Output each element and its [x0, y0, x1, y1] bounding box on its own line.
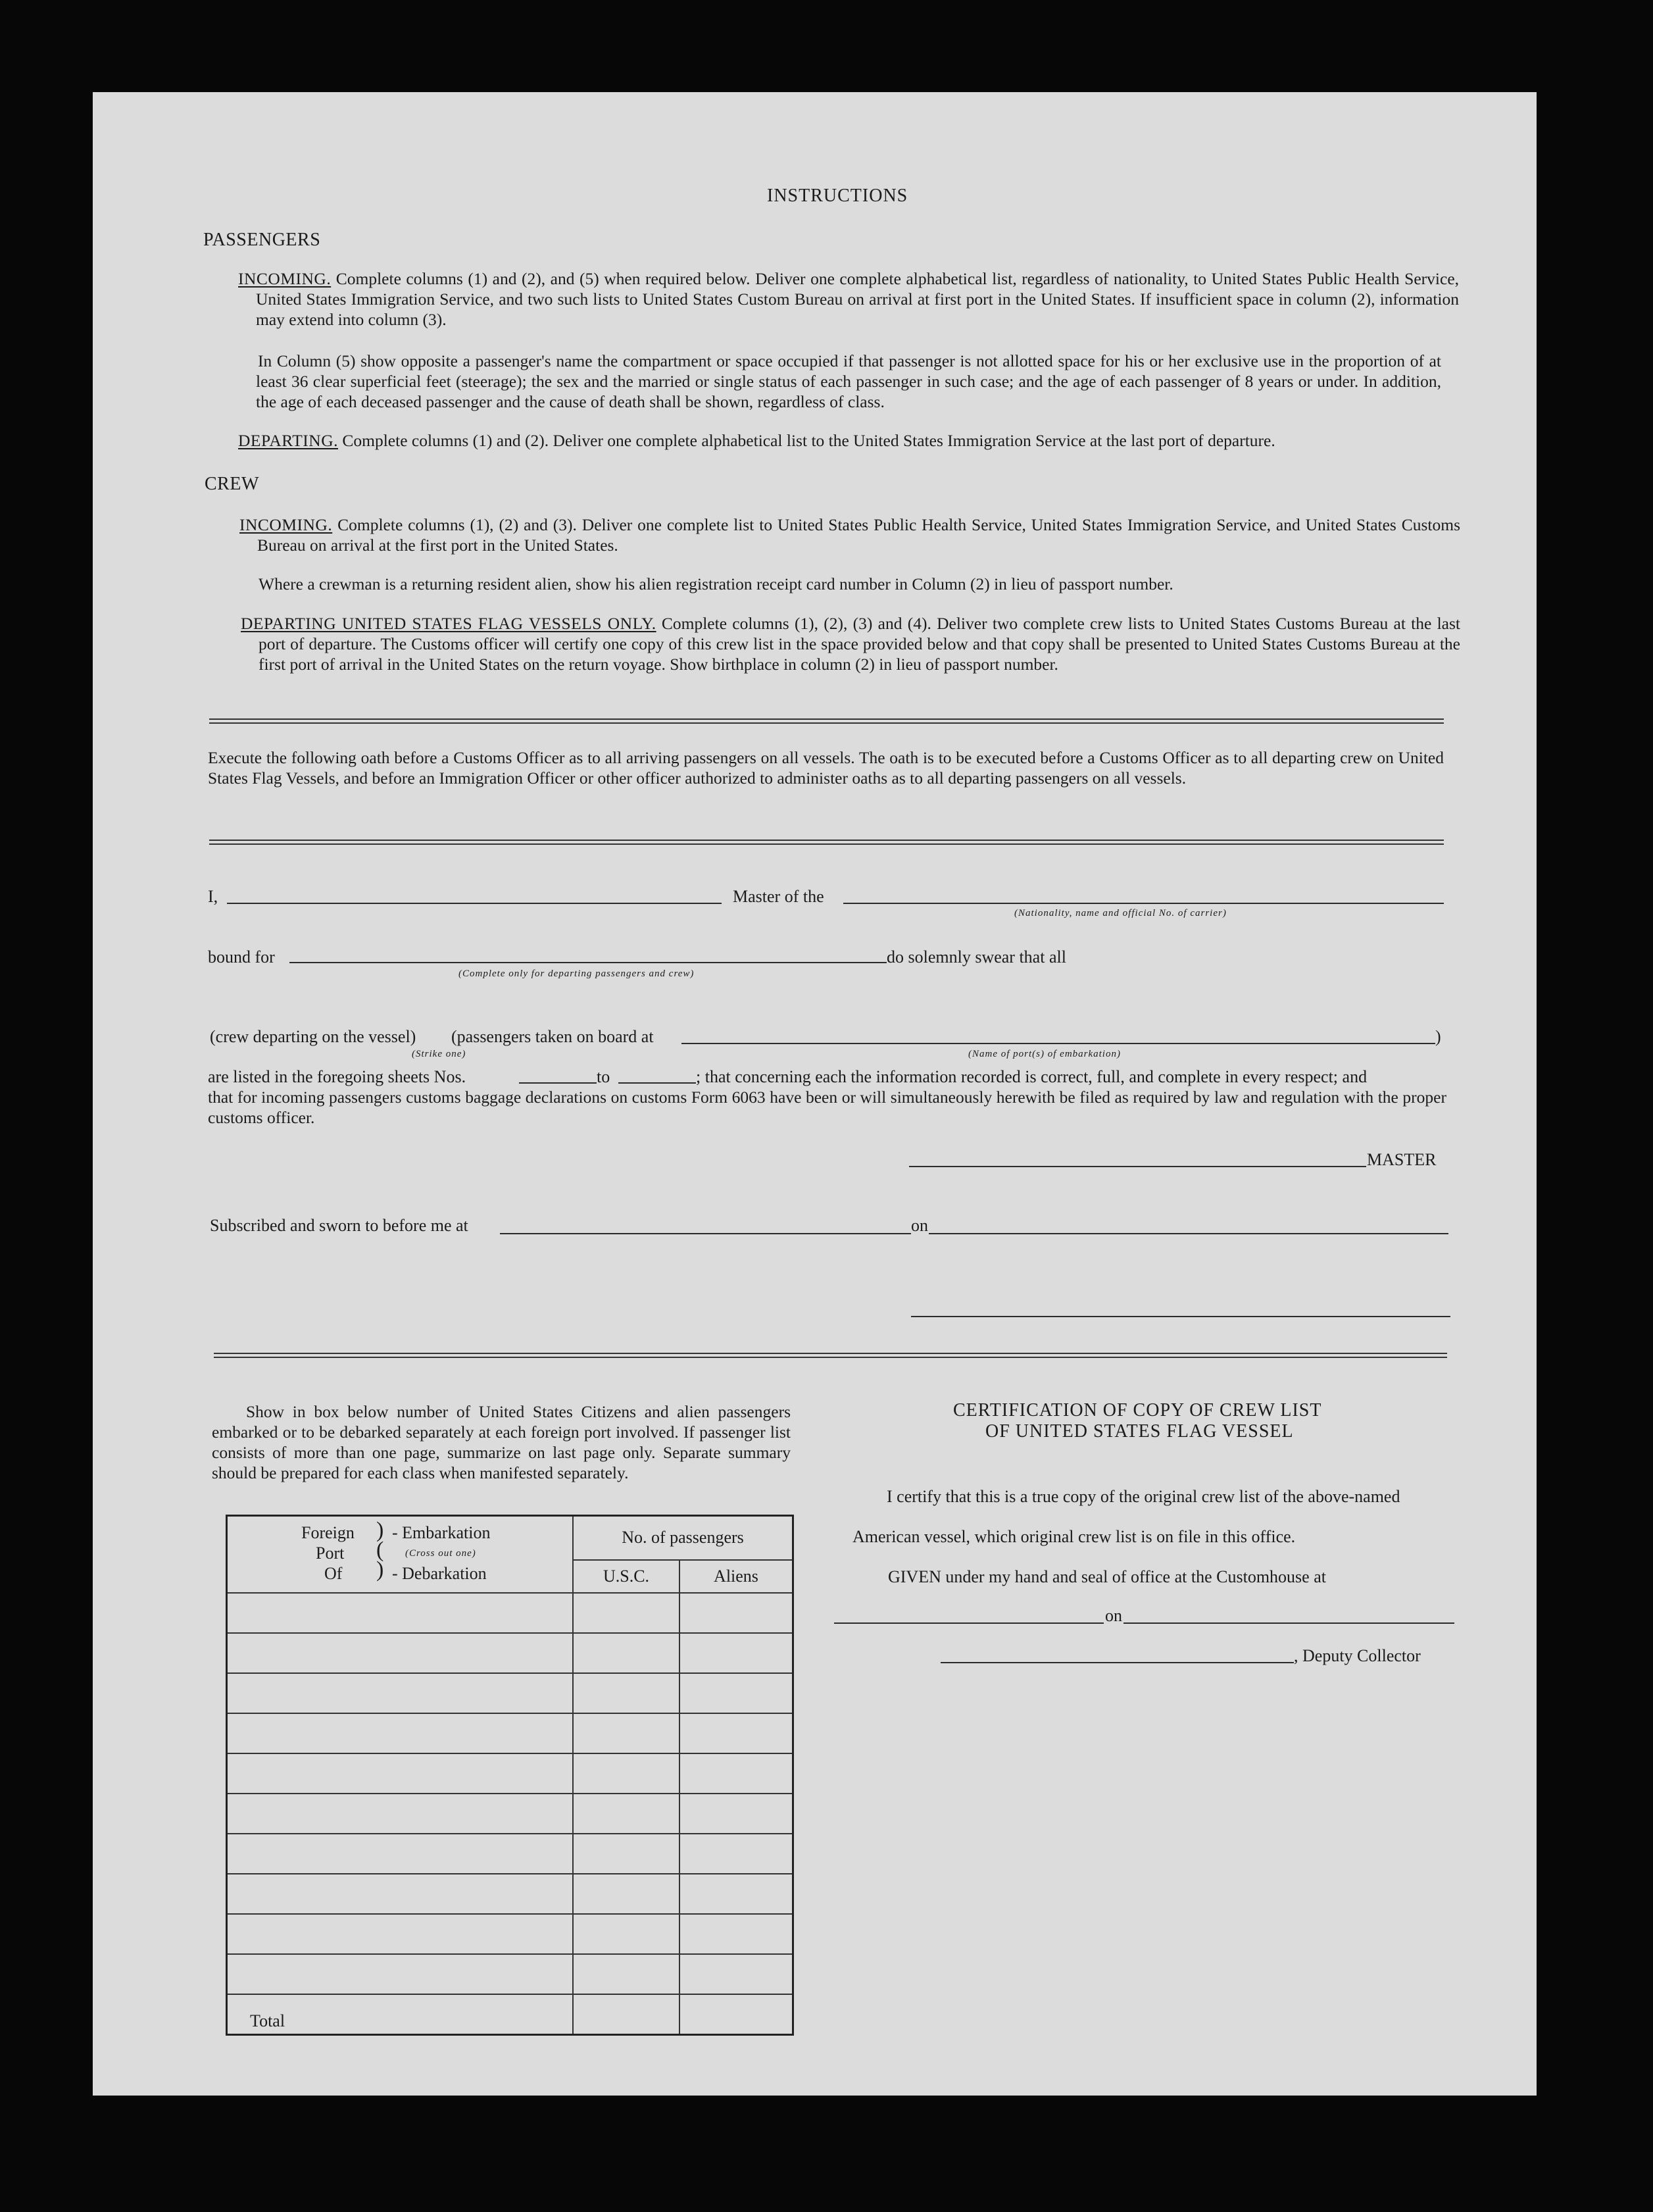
sworn-on-label: on	[911, 1216, 928, 1235]
certify-line-2: American vessel, which original crew list is on file in this office.	[852, 1527, 1296, 1546]
crew-alien-paragraph: Where a crewman is a returning resident alien, show his alien registration receipt card number in Column (2) in lieu of passport number.	[259, 574, 1173, 593]
port-cell[interactable]	[227, 1794, 574, 1834]
port-cell[interactable]	[227, 1914, 574, 1954]
strike-hint: (Strike one)	[412, 1049, 466, 1059]
no-passengers-header: No. of passengers	[573, 1516, 793, 1560]
usc-cell[interactable]	[573, 1914, 679, 1954]
aliens-cell[interactable]	[679, 1874, 793, 1914]
listed-text: ; that concerning each the information recorded is correct, full, and complete in every respect; and	[696, 1067, 1368, 1086]
usc-cell[interactable]	[573, 1874, 679, 1914]
passengers-incoming-paragraph	[238, 268, 1459, 330]
port-cell[interactable]	[227, 1954, 574, 1994]
aliens-cell[interactable]	[679, 1954, 793, 1994]
to-label: to	[597, 1067, 610, 1086]
subscribed-label: Subscribed and sworn to before me at	[210, 1216, 468, 1235]
section-divider	[214, 1353, 1447, 1358]
table-row	[227, 1794, 793, 1834]
port-cell[interactable]	[227, 1593, 574, 1633]
sworn-place-field[interactable]	[500, 1233, 911, 1234]
aliens-cell[interactable]	[679, 1753, 793, 1794]
table-row	[227, 1914, 793, 1954]
passengers-heading: PASSENGERS	[203, 230, 321, 250]
sheet-from-field[interactable]	[519, 1082, 597, 1084]
table-row	[227, 1713, 793, 1753]
certification-date-field[interactable]	[1123, 1622, 1454, 1624]
passengers-incoming-text: Complete columns (1) and (2), and (5) when required below. Deliver one complete alphabetical list, regardless of nationality, to United States Public Health Service, United States Immigration Service, and two such lists to United States Custom Bureau on arrival at first port in the United States. If insufficient space in column (2), information may extend into column (3).	[256, 269, 1460, 329]
crew-incoming-lead: INCOMING.	[239, 515, 333, 534]
port-cell[interactable]	[227, 1633, 574, 1673]
port-cell[interactable]	[227, 1673, 574, 1713]
carrier-hint: (Nationality, name and official No. of carrier)	[1014, 908, 1227, 918]
master-name-field[interactable]	[227, 903, 722, 904]
summary-instruction: Show in box below number of United States Citizens and alien passengers embarked or to be debarked separately at each foreign port involved. If passenger list consists of more than one page, summarize on last page only. Separate summary should be prepared for each class when manifested separately.	[212, 1402, 791, 1482]
carrier-field[interactable]	[843, 903, 1444, 904]
table-row	[227, 1753, 793, 1794]
deputy-signature-line[interactable]	[941, 1662, 1294, 1663]
master-label: MASTER	[1367, 1150, 1437, 1169]
port-hint: (Name of port(s) of embarkation)	[968, 1049, 1121, 1059]
usc-cell[interactable]	[573, 1834, 679, 1874]
crew-incoming-text: Complete columns (1), (2) and (3). Deliver one complete list to United States Public Health Service, United States Immigration Service, and United States Customs Bureau on arrival at the first port in the United States.	[257, 515, 1461, 555]
usc-cell[interactable]	[573, 1954, 679, 1994]
table-row	[227, 1593, 793, 1633]
listed-label: are listed in the foregoing sheets Nos.	[208, 1067, 466, 1086]
crew-heading: CREW	[205, 474, 259, 494]
passengers-departing-lead: DEPARTING.	[238, 431, 338, 450]
bound-for-label: bound for	[208, 947, 275, 967]
passengers-departing-paragraph	[238, 430, 1441, 451]
port-label: Port	[316, 1544, 345, 1563]
port-cell[interactable]	[227, 1834, 574, 1874]
total-row	[227, 1994, 793, 2035]
officer-signature-line[interactable]	[911, 1316, 1450, 1317]
aliens-cell[interactable]	[679, 1834, 793, 1874]
aliens-cell[interactable]	[679, 1673, 793, 1713]
brace-glyph: ) ( )	[376, 1518, 384, 1582]
passengers-incoming-lead: INCOMING.	[238, 269, 332, 288]
table-row	[227, 1633, 793, 1673]
customhouse-field[interactable]	[834, 1622, 1104, 1624]
oath-instruction: Execute the following oath before a Customs Officer as to all arriving passengers on all vessels. The oath is to be executed before a Customs Officer as to all departing crew on United States Flag Vessels, and before an Immigration Officer or other officer authorized to administer oaths as to all departing passengers on all vessels.	[208, 748, 1444, 788]
section-divider	[209, 840, 1444, 845]
oath-i-label: I,	[208, 887, 218, 906]
aliens-cell[interactable]	[679, 1914, 793, 1954]
crew-departing-lead: DEPARTING UNITED STATES FLAG VESSELS ONLY.	[241, 614, 656, 633]
foreign-label: Foreign	[301, 1523, 355, 1542]
total-label: Total	[227, 1994, 574, 2035]
table-row	[227, 1954, 793, 1994]
debarkation-label[interactable]: - Debarkation	[392, 1564, 487, 1583]
usc-cell[interactable]	[573, 1713, 679, 1753]
page-title: INSTRUCTIONS	[767, 186, 908, 206]
table-row	[227, 1673, 793, 1713]
passenger-summary-table	[226, 1515, 794, 2036]
aliens-cell[interactable]	[679, 1593, 793, 1633]
of-label: Of	[324, 1564, 343, 1583]
column5-paragraph: In Column (5) show opposite a passenger's name the compartment or space occupied if that passenger is not allotted space for his or her exclusive use in the proportion of at least 36 clear superficial feet (steerage); the sex and the married or single status of each passenger in such case; and the age of each passenger of 8 years or under. In addition, the age of each deceased passenger and the cause of death shall be shown, regardless of class.	[256, 351, 1441, 411]
usc-cell[interactable]	[573, 1673, 679, 1713]
section-divider	[209, 718, 1444, 724]
sworn-date-field[interactable]	[929, 1233, 1448, 1234]
usc-cell[interactable]	[573, 1753, 679, 1794]
listed-text-continued: that for incoming passengers customs baggage declarations on customs Form 6063 have been or will simultaneously herewith be filed as required by law and regulation with the proper customs officer.	[208, 1088, 1446, 1127]
port-cell[interactable]	[227, 1753, 574, 1794]
master-signature-line[interactable]	[909, 1166, 1366, 1167]
close-paren: )	[1435, 1027, 1441, 1046]
aliens-cell[interactable]	[679, 1633, 793, 1673]
crew-departing-text: Complete columns (1), (2), (3) and (4). Deliver two complete crew lists to United States Customs Bureau at the last port of departure. The Customs officer will certify one copy of this crew list in the space provided below and that copy shall be presented to United States Customs Bureau at the first port of arrival in the United States on the return voyage. Show birthplace in column (2) in lieu of passport number.	[259, 614, 1460, 674]
table-row	[227, 1874, 793, 1914]
usc-cell[interactable]	[573, 1593, 679, 1633]
crew-departing-paragraph	[241, 613, 1460, 674]
sheet-to-field[interactable]	[618, 1082, 696, 1084]
usc-total-cell[interactable]	[573, 1994, 679, 2035]
usc-cell[interactable]	[573, 1794, 679, 1834]
crew-incoming-paragraph	[239, 515, 1460, 555]
crew-departing-option[interactable]: (crew departing on the vessel)	[210, 1027, 416, 1046]
swear-label: do solemnly swear that all	[887, 947, 1066, 967]
passengers-departing-text: Complete columns (1) and (2). Deliver one complete alphabetical list to the United States Immigration Service at the last port of departure.	[342, 431, 1275, 450]
certify-line-1: I certify that this is a true copy of the original crew list of the above-named	[887, 1487, 1400, 1506]
certification-title-1: CERTIFICATION OF COPY OF CREW LIST	[953, 1400, 1322, 1420]
foreign-port-header	[227, 1516, 574, 1593]
embarkation-label[interactable]: - Embarkation	[392, 1523, 491, 1542]
aliens-header: Aliens	[679, 1560, 793, 1593]
certification-title-2: OF UNITED STATES FLAG VESSEL	[985, 1421, 1294, 1442]
given-line: GIVEN under my hand and seal of office at the Customhouse at	[888, 1567, 1326, 1586]
embarkation-port-field[interactable]	[681, 1043, 1435, 1044]
port-cell[interactable]	[227, 1874, 574, 1914]
deputy-collector-label: , Deputy Collector	[1294, 1646, 1421, 1665]
aliens-cell[interactable]	[679, 1794, 793, 1834]
aliens-total-cell[interactable]	[679, 1994, 793, 2035]
cross-out-hint: (Cross out one)	[405, 1548, 476, 1559]
usc-header: U.S.C.	[573, 1560, 679, 1593]
table-row	[227, 1834, 793, 1874]
master-of-label: Master of the	[733, 887, 824, 906]
certification-on-label: on	[1105, 1606, 1122, 1625]
aliens-cell[interactable]	[679, 1713, 793, 1753]
passengers-taken-option[interactable]: (passengers taken on board at	[451, 1027, 654, 1046]
bound-for-field[interactable]	[289, 962, 887, 963]
usc-cell[interactable]	[573, 1633, 679, 1673]
bound-for-hint: (Complete only for departing passengers and crew)	[458, 968, 695, 979]
port-cell[interactable]	[227, 1713, 574, 1753]
